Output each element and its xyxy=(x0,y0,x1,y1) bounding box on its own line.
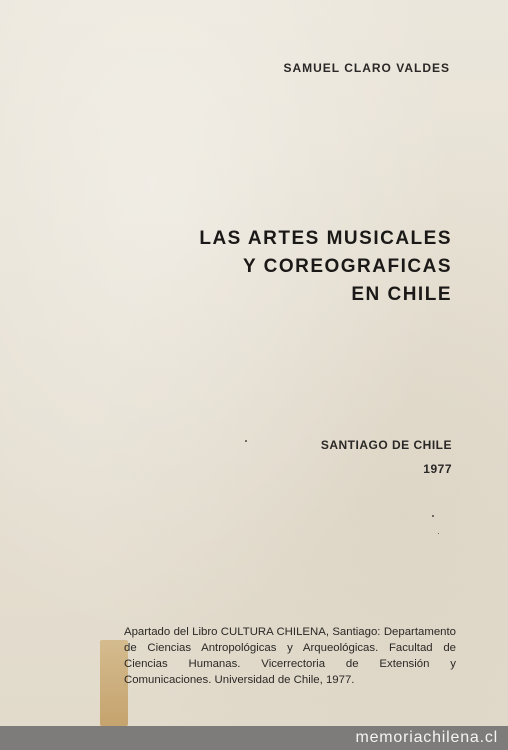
publication-year: 1977 xyxy=(423,462,452,476)
publication-place: SANTIAGO DE CHILE xyxy=(320,438,452,452)
offprint-note: Apartado del Libro CULTURA CHILENA, Santiago: Departamento de Ciencias Antropológicas y Arqueológicas. Facultad de Ciencias Humanas. Vicerrectoria de Extensión y Comunicaciones. Universidad de Chile, 1977. xyxy=(124,626,456,686)
paper-speck xyxy=(438,533,439,534)
paper-speck xyxy=(432,515,434,517)
title-line-2: Y COREOGRAFICAS xyxy=(242,256,452,277)
title-line-1: LAS ARTES MUSICALES xyxy=(199,228,452,249)
publication-info xyxy=(321,433,452,481)
document-title xyxy=(199,225,452,309)
author-name: SAMUEL CLARO VALDES xyxy=(283,61,450,75)
watermark: memoriachilena.cl xyxy=(355,729,498,746)
paper-speck xyxy=(245,440,247,442)
title-line-3: EN CHILE xyxy=(351,284,452,305)
